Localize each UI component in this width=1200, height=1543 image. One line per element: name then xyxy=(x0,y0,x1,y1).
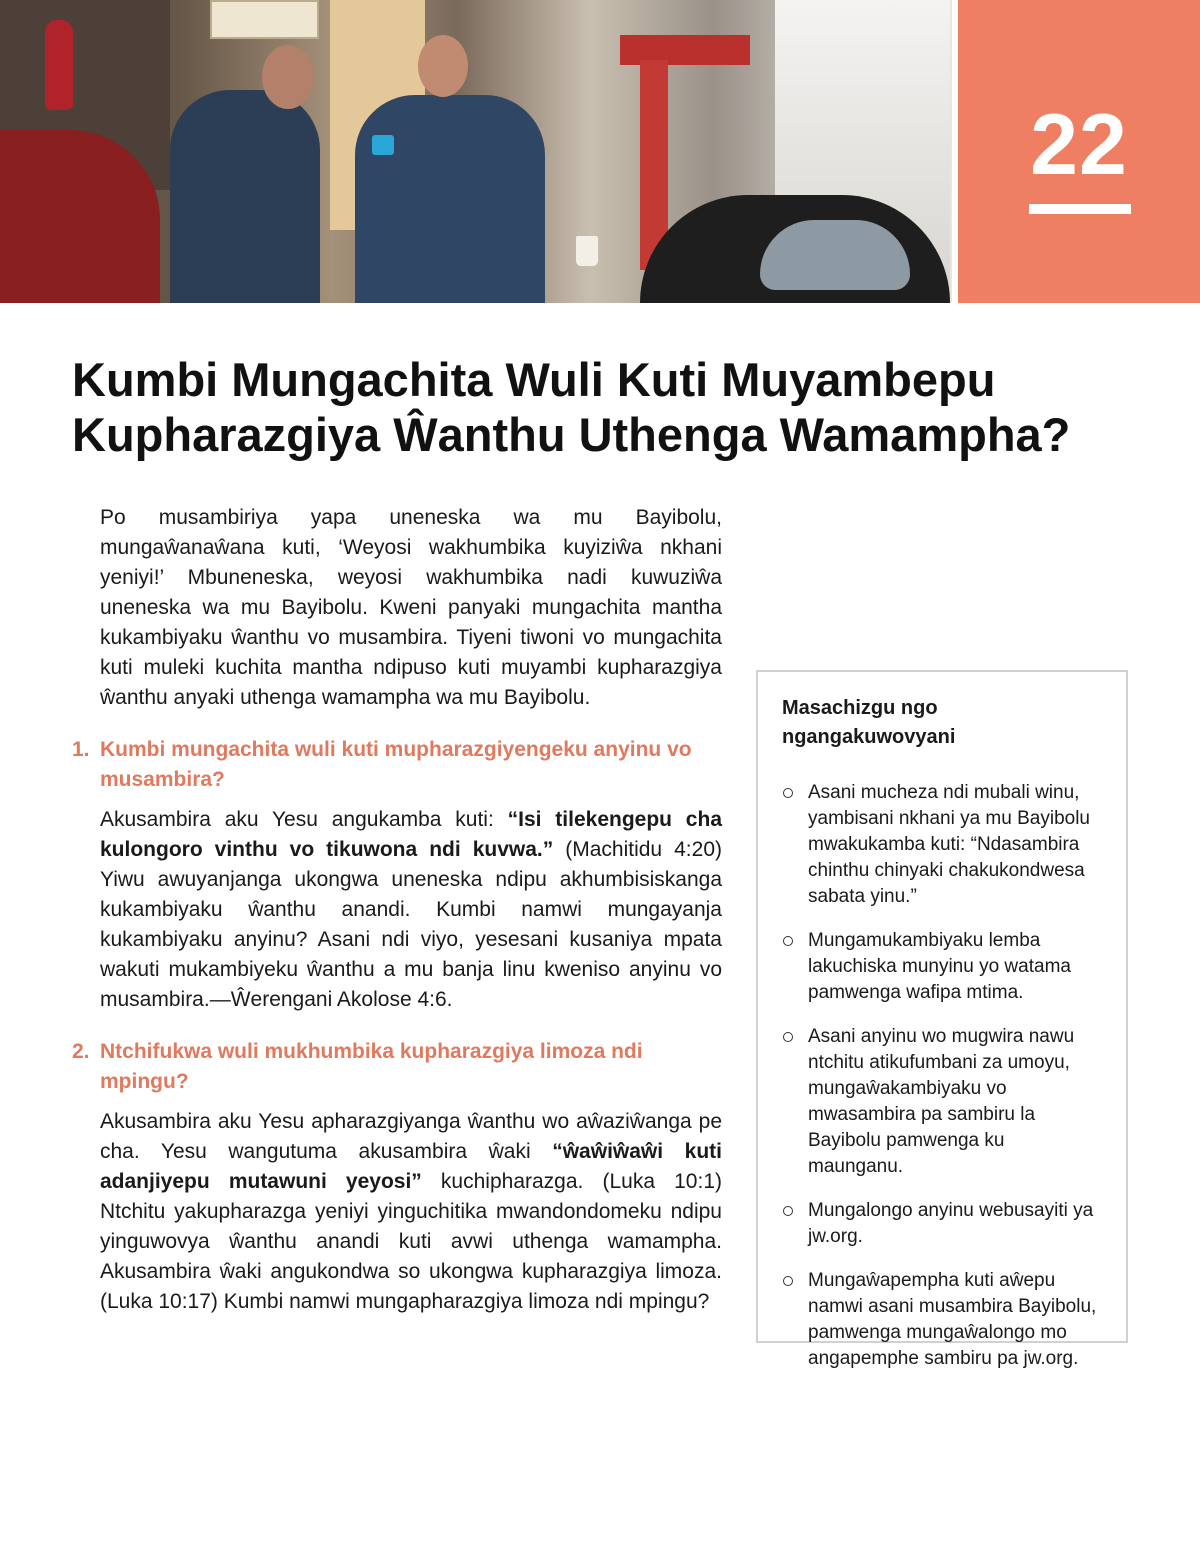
lesson-number-underline xyxy=(1029,204,1131,214)
coffee-cup xyxy=(576,236,598,266)
circle-bullet-icon xyxy=(783,1206,793,1216)
wall-sign xyxy=(210,0,319,39)
question-number: 1. xyxy=(72,738,90,761)
phone-icon xyxy=(372,135,394,155)
younger-man xyxy=(355,95,545,303)
circle-bullet-icon xyxy=(783,936,793,946)
lesson-number-box xyxy=(958,0,1200,303)
circle-bullet-icon xyxy=(783,1032,793,1042)
list-item: Mungaŵapempha kuti aŵepu namwi asani musambira Bayibolu, pamwenga mungaŵalongo mo angapemphe sambiru pa jw.org. xyxy=(782,1268,1104,1372)
main-column xyxy=(72,503,722,1339)
intro-paragraph: Po musambiriya yapa uneneska wa mu Bayibolu, mungaŵanaŵana kuti, ‘Weyosi wakhumbika kuyiziŵa nkhani yeniyi!’ Mbuneneska, weyosi wakhumbika nadi kuwuziŵa uneneska wa mu Bayibolu. Kweni panyaki mungachita mantha kukambiyaku ŵanthu vo musambira. Tiyeni tiwoni vo mungachita kuti muleki kuchita mantha ndipuso kuti muyambi kupharazgiya ŵanthu anyaki uthenga wamampha wa mu Bayibolu. xyxy=(100,506,722,709)
list-item: Mungamukambiyaku lemba lakuchiska munyinu yo watama pamwenga wafipa mtima. xyxy=(782,928,1104,1006)
answer-2: Akusambira aku Yesu apharazgiyanga ŵanthu wo aŵaziŵanga pe cha. Yesu wangutuma akusambira ŵaki “ŵaŵiŵaŵi kuti adanjiyepu mutawuni yeyosi” kuchipharazga. (Luka 10:1) Ntchitu yakupharazga yeniyi yinguchitika mwandondomeku ndipu yinguwovya ŵanthu anandi kuti avwi uthenga wamampha. Akusambira ŵaki angukondwa so ukongwa kupharazgiya limoza. (Luka 10:17) Kumbi namwi mungapharazgiya limoza ndi mpingu? xyxy=(100,1110,722,1313)
header-photo xyxy=(0,0,952,303)
question-number: 2. xyxy=(72,1040,90,1063)
lesson-number: 22 xyxy=(1030,97,1128,193)
tips-sidebar xyxy=(756,670,1128,1369)
question-text: Kumbi mungachita wuli kuti mupharazgiyengeku anyinu vo musambira? xyxy=(100,738,692,791)
circle-bullet-icon xyxy=(783,788,793,798)
bold-quote: “Isi tilekengepu cha kulongoro vinthu vo tikuwona ndi kuvwa.” xyxy=(100,808,722,861)
older-man xyxy=(170,90,320,303)
page-title: Kumbi Mungachita Wuli Kuti Muyambepu Kupharazgiya Ŵanthu Uthenga Wamampha? xyxy=(72,353,1071,461)
circle-bullet-icon xyxy=(783,1276,793,1286)
question-2 xyxy=(72,1037,722,1097)
tips-list xyxy=(782,780,1104,1372)
answer-1: Akusambira aku Yesu angukamba kuti: “Isi tilekengepu cha kulongoro vinthu vo tikuwona ndi kuvwa.” (Machitidu 4:20) Yiwu awuyanjanga ukongwa uneneska ndipu akhumbisiskanga kukambiyaku ŵanthu anandi. Kumbi namwi mungayanja kukambiyaku anyinu? Asani ndi viyo, yesesani kusaniya mpata wakuti mukambiyeku ŵanthu a mu banja linu kweniso anyinu vo musambira.—Ŵerengani Akolose 4:6. xyxy=(100,808,722,1011)
bold-quote: “ŵaŵiŵaŵi kuti adanjiyepu mutawuni yeyosi” xyxy=(100,1140,722,1193)
list-item: Asani mucheza ndi mubali winu, yambisani nkhani ya mu Bayibolu mwakukamba kuti: “Ndasambira chinthu chinyaki chakukondwesa sabata yinu.” xyxy=(782,780,1104,910)
list-item: Asani anyinu wo mugwira nawu ntchitu atikufumbani za umoyu, mungaŵakambiyaku vo mwasambira pa sambiru la Bayibolu pamwenga ku maunganu. xyxy=(782,1024,1104,1180)
question-text: Ntchifukwa wuli mukhumbika kupharazgiya limoza ndi mpingu? xyxy=(100,1040,643,1093)
sidebar-heading: Masachizgu ngo ngangakuwovyani xyxy=(782,697,956,748)
list-item: Mungalongo anyinu webusayiti ya jw.org. xyxy=(782,1198,1104,1250)
question-1 xyxy=(72,735,722,795)
fire-extinguisher xyxy=(45,20,73,110)
